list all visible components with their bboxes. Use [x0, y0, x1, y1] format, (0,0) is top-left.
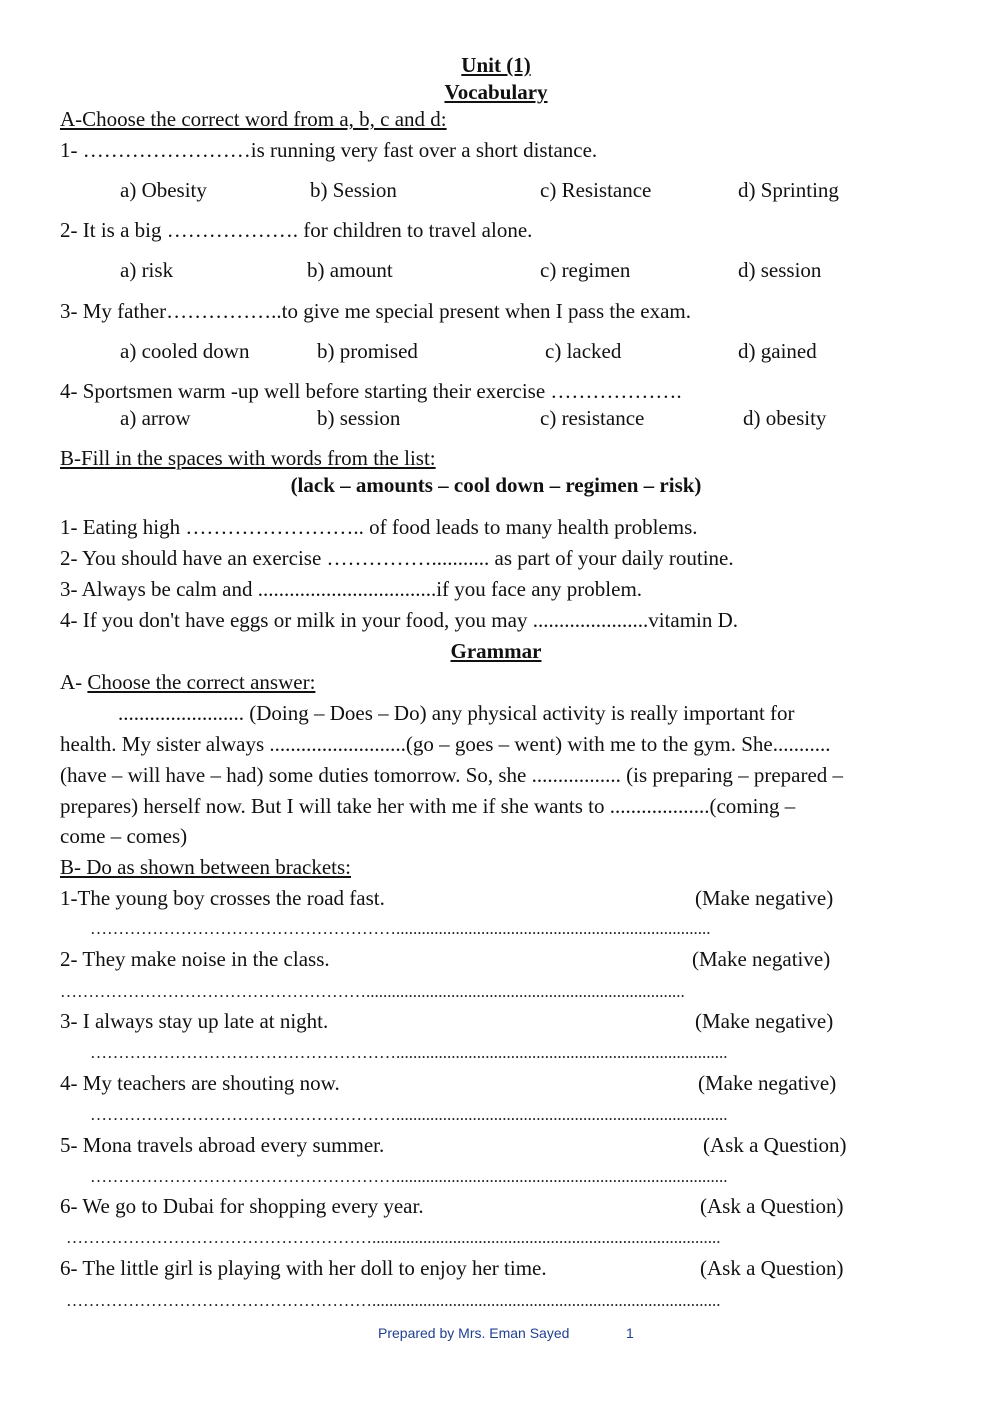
- answer-line-1[interactable]: ………………………………………………..........................................................................: [90, 919, 711, 938]
- instruction-1: (Make negative): [695, 886, 834, 910]
- vocab-question-3: 3- My father……………..to give me special present when I pass the exam.: [60, 299, 691, 323]
- unit-title: Unit (1): [461, 53, 531, 77]
- fill-item-4: 4- If you don't have eggs or milk in your food, you may ......................vitamin D.: [60, 608, 739, 632]
- option-3d: d) gained: [738, 339, 817, 363]
- option-1c: c) Resistance: [540, 178, 652, 202]
- fill-item-1: 1- Eating high …………………….. of food leads to many health problems.: [60, 515, 698, 539]
- paragraph-line-2: health. My sister always ..........................(go – goes – went) with me to the gym. She...........: [60, 732, 831, 756]
- paragraph-line-5: come – comes): [60, 824, 188, 848]
- answer-line-5[interactable]: ………………………………………………..............................................................................: [90, 1167, 728, 1186]
- answer-line-2[interactable]: ………………………………………………...........................................................................: [60, 982, 685, 1001]
- paragraph-line-4: prepares) herself now. But I will take her with me if she wants to ...................(coming –: [60, 794, 796, 818]
- transform-item-5: 5- Mona travels abroad every summer.: [60, 1133, 385, 1157]
- transform-item-4: 4- My teachers are shouting now.: [60, 1071, 340, 1095]
- option-1d: d) Sprinting: [738, 178, 839, 202]
- option-2a: a) risk: [120, 258, 174, 282]
- option-3a: a) cooled down: [120, 339, 250, 363]
- vocab-question-4: 4- Sportsmen warm -up well before starting their exercise ……………….: [60, 379, 682, 403]
- option-4a: a) arrow: [120, 406, 191, 430]
- fill-item-3: 3- Always be calm and ..................................if you face any problem.: [60, 577, 643, 601]
- grammar-b-heading: B- Do as shown between brackets:: [60, 855, 352, 879]
- option-4b: b) session: [317, 406, 401, 430]
- option-3c: c) lacked: [545, 339, 622, 363]
- vocab-a-heading: A-Choose the correct word from a, b, c and d:: [60, 107, 447, 131]
- fill-item-2: 2- You should have an exercise ……………........... as part of your daily routine.: [60, 546, 734, 570]
- grammar-a-title: Choose the correct answer:: [87, 670, 316, 694]
- option-1b: b) Session: [310, 178, 397, 202]
- vocab-question-1: 1- ……………………is running very fast over a short distance.: [60, 138, 598, 162]
- instruction-4: (Make negative): [698, 1071, 837, 1095]
- instruction-7: (Ask a Question): [700, 1256, 844, 1280]
- option-4d: d) obesity: [743, 406, 827, 430]
- page-number: 1: [626, 1325, 634, 1341]
- answer-line-4[interactable]: ………………………………………………..............................................................................: [90, 1105, 728, 1124]
- answer-line-6[interactable]: ………………………………………………..................................................................................: [66, 1228, 721, 1247]
- instruction-2: (Make negative): [692, 947, 831, 971]
- paragraph-line-3: (have – will have – had) some duties tomorrow. So, she ................. (is preparing – prepared –: [60, 763, 844, 787]
- transform-item-2: 2- They make noise in the class.: [60, 947, 330, 971]
- answer-line-7[interactable]: ………………………………………………..................................................................................: [66, 1291, 721, 1310]
- instruction-6: (Ask a Question): [700, 1194, 844, 1218]
- grammar-a-prefix: A-: [60, 670, 88, 694]
- option-4c: c) resistance: [540, 406, 645, 430]
- option-3b: b) promised: [317, 339, 418, 363]
- option-1a: a) Obesity: [120, 178, 207, 202]
- footer-credit: Prepared by Mrs. Eman Sayed: [378, 1325, 570, 1341]
- option-2c: c) regimen: [540, 258, 631, 282]
- instruction-3: (Make negative): [695, 1009, 834, 1033]
- section-title-vocabulary: Vocabulary: [444, 80, 548, 104]
- transform-item-3: 3- I always stay up late at night.: [60, 1009, 329, 1033]
- transform-item-7: 6- The little girl is playing with her doll to enjoy her time.: [60, 1256, 547, 1280]
- paragraph-line-1: ........................ (Doing – Does – Do) any physical activity is really important for: [118, 701, 795, 725]
- word-list: (lack – amounts – cool down – regimen – risk): [290, 473, 702, 497]
- vocab-b-heading: B-Fill in the spaces with words from the list:: [60, 446, 436, 470]
- section-title-grammar: Grammar: [450, 639, 542, 663]
- grammar-a-heading: [60, 672, 315, 693]
- answer-line-3[interactable]: ………………………………………………..............................................................................: [90, 1043, 728, 1062]
- vocab-question-2: 2- It is a big ………………. for children to travel alone.: [60, 218, 533, 242]
- option-2d: d) session: [738, 258, 822, 282]
- transform-item-6: 6- We go to Dubai for shopping every year.: [60, 1194, 424, 1218]
- option-2b: b) amount: [307, 258, 393, 282]
- transform-item-1: 1-The young boy crosses the road fast.: [60, 886, 385, 910]
- instruction-5: (Ask a Question): [703, 1133, 847, 1157]
